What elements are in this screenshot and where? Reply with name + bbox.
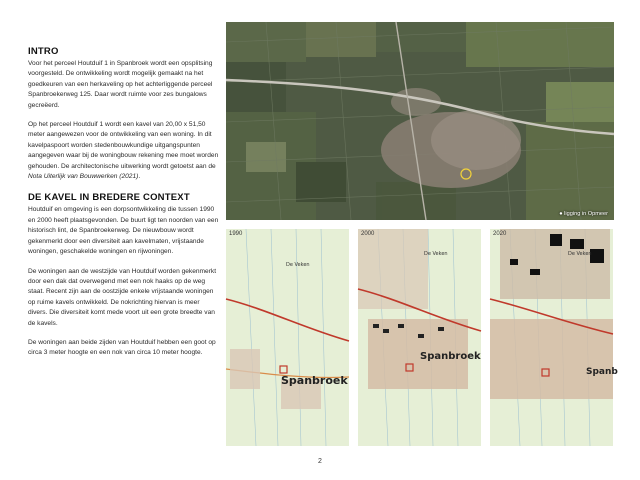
- map-2020-hamlet: De Veken: [568, 251, 592, 257]
- context-paragraph-2: De woningen aan de westzijde van Houtduif worden gekenmerkt door een dak dat overwegend met een nok haaks op de weg staat. Recent zijn aan de oostzijde enkele vrijstaande woningen op ruime kavels ontwikkeld. De nokrichting hiervan is meer divers. Die diversiteit komt mede voort uit een grote breedte van de kavels.: [28, 267, 217, 327]
- intro-paragraph-1: Voor het perceel Houtduif 1 in Spanbroek wordt een opsplitsing voorgesteld. De ontwikkeling wordt mogelijk gemaakt na het goedkeuren van een herkaveling op het achterliggende perceel Spanbroekerweg 125. Daar wordt ruimte voor zes bungalows gecreëerd.: [28, 60, 213, 109]
- nota-title: Nota Uiterlijk van Bouwwerken (2021): [28, 173, 139, 181]
- map-2000-image: [358, 229, 481, 446]
- intro-paragraph-2: [28, 120, 220, 182]
- map-2020-year: 2020: [493, 231, 507, 237]
- aerial-photo-image: [226, 22, 614, 220]
- map-2000-hamlet: De Veken: [424, 251, 448, 257]
- map-2020-image: [490, 229, 618, 446]
- intro-heading: INTRO: [28, 46, 59, 57]
- map-2020-place: Spanb: [586, 367, 618, 377]
- context-paragraph-3: De woningen aan beide zijden van Houtduif hebben een goot op circa 3 meter hoogte en een nok van circa 10 meter hoogte.: [28, 338, 216, 357]
- map-1990-image: [226, 229, 349, 446]
- map-1990-place: Spanbroek: [281, 374, 348, 387]
- map-2000-place: Spanbroek: [420, 351, 481, 362]
- map-2000-year: 2000: [361, 231, 375, 237]
- map-1990-hamlet: De Veken: [286, 262, 310, 268]
- aerial-photo: [226, 22, 614, 220]
- intro-p2-start: Op het perceel Houtduif 1 wordt een kavel van 20,00 x 51,50 meter aangewezen voor de ontwikkeling van een woning. In dit kavelpaspoort worden stedenbouwkundige uitgangspunten aangegeven waar bij de woningbouw rekening mee moet worden gehouden. De architectonische uitwerking wordt getoetst aan de: [28, 121, 219, 170]
- context-paragraph-1: Houtduif en omgeving is een dorpsontwikkeling die tussen 1990 en 2000 heeft plaatsgevonden. De buurt ligt ten noorden van een historisch lint, de Spanbroekerweg. De nieuwbouw wordt gekenmerkt door een diversiteit aan kavelmaten, vrijstaande woningen, geschakelde woningen en rijwoningen.: [28, 206, 219, 256]
- context-heading: DE KAVEL IN BREDERE CONTEXT: [28, 192, 190, 204]
- text-column: [28, 46, 220, 368]
- aerial-caption: ● ligging in Opmeer: [559, 211, 608, 217]
- map-1990-year: 1990: [229, 231, 243, 237]
- map-1990: [226, 229, 349, 446]
- intro-p2-end: .: [138, 173, 141, 181]
- aerial-caption-text: ligging in Opmeer: [564, 211, 608, 217]
- page-number: 2: [318, 458, 322, 465]
- map-2020: [490, 229, 618, 446]
- map-2000: [358, 229, 481, 446]
